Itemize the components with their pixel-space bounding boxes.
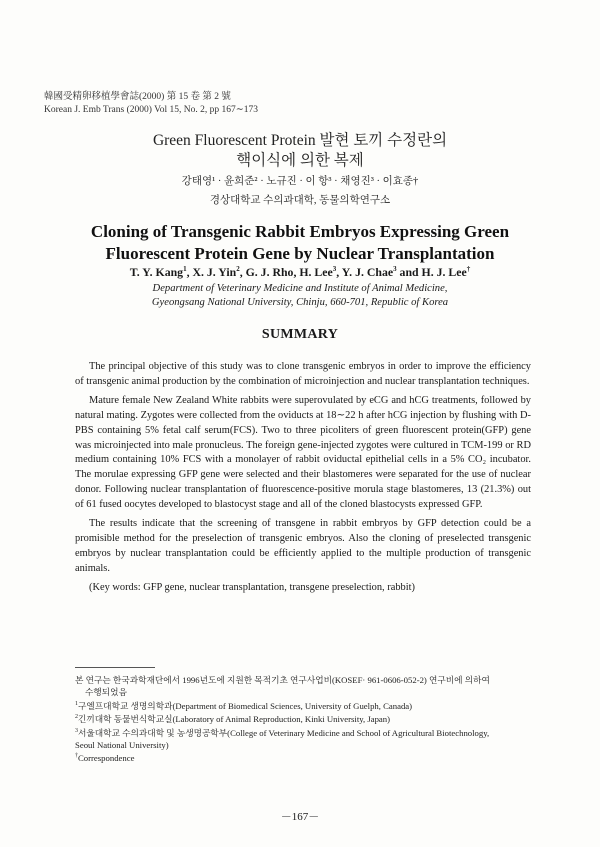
- english-title-line1: Cloning of Transgenic Rabbit Embryos Expressing Green: [90, 222, 510, 241]
- footnote-text: 구엘프대학교 생명의학과(Department of Biomedical Sciences, University of Guelph, Canada): [78, 700, 413, 711]
- summary-paragraph: Mature female New Zealand White rabbits were superovulated by eCG and hCG treatments, followed by natural mating. Zygotes were collected from the oviducts at 18∼22 h after hCG injection by flushing with D-PBS containing 5% fetal calf serum(FCS). Two to three picoliters of green fluorescent protein(GFP) gene was microinjected into male pronucleus. The foreign gene-injected zygotes were cultured in TCM-199 or RD medium containing 10% FCS with a monolayer of rabbit oviductal epithelial cells in a 5% CO₂ incubator. The morulae expressing GFP gene were selected and their blastomeres were separated for the use of nuclear donor. Following nuclear transplantation of fluorescence-positive morula stage blastomeres, 13 (21.3%) out of 61 fused oocytes developed to blastocyst stage and all of the cloned blastocysts expressed GFP.: [75, 394, 531, 511]
- author-separator: ,: [186, 265, 193, 279]
- journal-citation-korean: 韓國受精卵移植學會誌(2000) 第 15 卷 第 2 號: [44, 92, 231, 102]
- affiliation-line2: Gyeongsang National University, Chinju, 660-701, Republic of Korea: [151, 297, 449, 308]
- footnote-text: Correspondence: [78, 753, 135, 764]
- korean-affiliation: 경상대학교 수의과대학, 동물의학연구소: [209, 195, 391, 206]
- author-sup: 3: [393, 265, 397, 274]
- summary-paragraph: The principal objective of this study was to clone transgenic embryos in order to improve the efficiency of transgenic animal production by the combination of microinjection and nuclear transplantation techniques.: [75, 361, 531, 387]
- author-name: X. J. Yin: [192, 265, 237, 279]
- author-sup: 2: [236, 265, 240, 274]
- funding-note-cont: 수행되었음: [85, 686, 127, 697]
- english-affiliation: [0, 282, 600, 310]
- author-name: G. J. Rho: [245, 265, 294, 279]
- footnote-mark: †: [75, 753, 78, 760]
- author-name: T. Y. Kang: [129, 265, 184, 279]
- page-number: －167－: [280, 811, 320, 823]
- footnote-2: [75, 712, 545, 726]
- summary-heading: SUMMARY: [261, 327, 339, 342]
- footnote-text: 긴끼대학 동물번식학교실(Laboratory of Animal Reproduction, Kinki University, Japan): [78, 714, 391, 725]
- author-separator: ,: [336, 265, 342, 279]
- footnote-1: [75, 699, 545, 713]
- author-separator: and: [396, 265, 422, 279]
- footnote-mark: 2: [75, 714, 78, 721]
- author-name: H. Lee: [299, 265, 333, 279]
- author-sup: 3: [332, 265, 337, 274]
- author-sup: 1: [183, 265, 187, 274]
- key-words: (Key words: GFP gene, nuclear transplantation, transgene preselection, rabbit): [89, 581, 415, 593]
- author-sup: †: [466, 265, 471, 274]
- summary-body: [75, 360, 531, 600]
- english-title: [0, 221, 600, 265]
- korean-authors: 강태영¹ · 윤희준² · 노규진 · 이 항³ · 채영진³ · 이효종†: [181, 176, 419, 187]
- footnote-text: 서울대학교 수의과대학 및 농생명공학부(College of Veterinary Medicine and School of Agricultural Biotechnology,: [78, 727, 490, 738]
- author-name: Y. J. Chae: [341, 265, 394, 279]
- summary-paragraph: The results indicate that the screening of transgene in rabbit embryos by GFP detection could be a promisible method for the preselection of transgenic embryos. Also the cloning of preselected transgenic embryos by nuclear transplantation could be efficiently applied to the multiple production of transgenic animals.: [75, 518, 531, 574]
- footnote-4: [75, 751, 545, 765]
- affiliation-line1: Department of Veterinary Medicine and Institute of Animal Medicine,: [152, 283, 448, 294]
- footnote-3-cont: Seoul National University): [75, 739, 169, 750]
- author-list: [0, 265, 600, 280]
- english-title-line2: Fluorescent Protein Gene by Nuclear Transplantation: [105, 244, 495, 263]
- journal-header: [44, 91, 258, 117]
- funding-note: 본 연구는 한국과학재단에서 1996년도에 지원한 목적기초 연구사업비(KOSEF· 961-0606-052-2) 연구비에 의하여: [75, 675, 490, 685]
- footnotes: [75, 675, 545, 765]
- korean-title-line2: 핵이식에 의한 복제: [236, 152, 364, 169]
- footnote-mark: 1: [75, 700, 78, 707]
- author-name: H. J. Lee: [421, 265, 467, 279]
- footnote-3: [75, 726, 545, 740]
- footnote-mark: 3: [75, 727, 78, 734]
- footnote-divider: [75, 667, 155, 668]
- korean-title-line1: Green Fluorescent Protein 발현 토끼 수정란의: [152, 132, 448, 149]
- author-separator: ,: [239, 265, 246, 279]
- journal-citation-english: Korean J. Emb Trans (2000) Vol 15, No. 2, pp 167∼173: [44, 105, 258, 115]
- author-separator: ,: [293, 265, 300, 279]
